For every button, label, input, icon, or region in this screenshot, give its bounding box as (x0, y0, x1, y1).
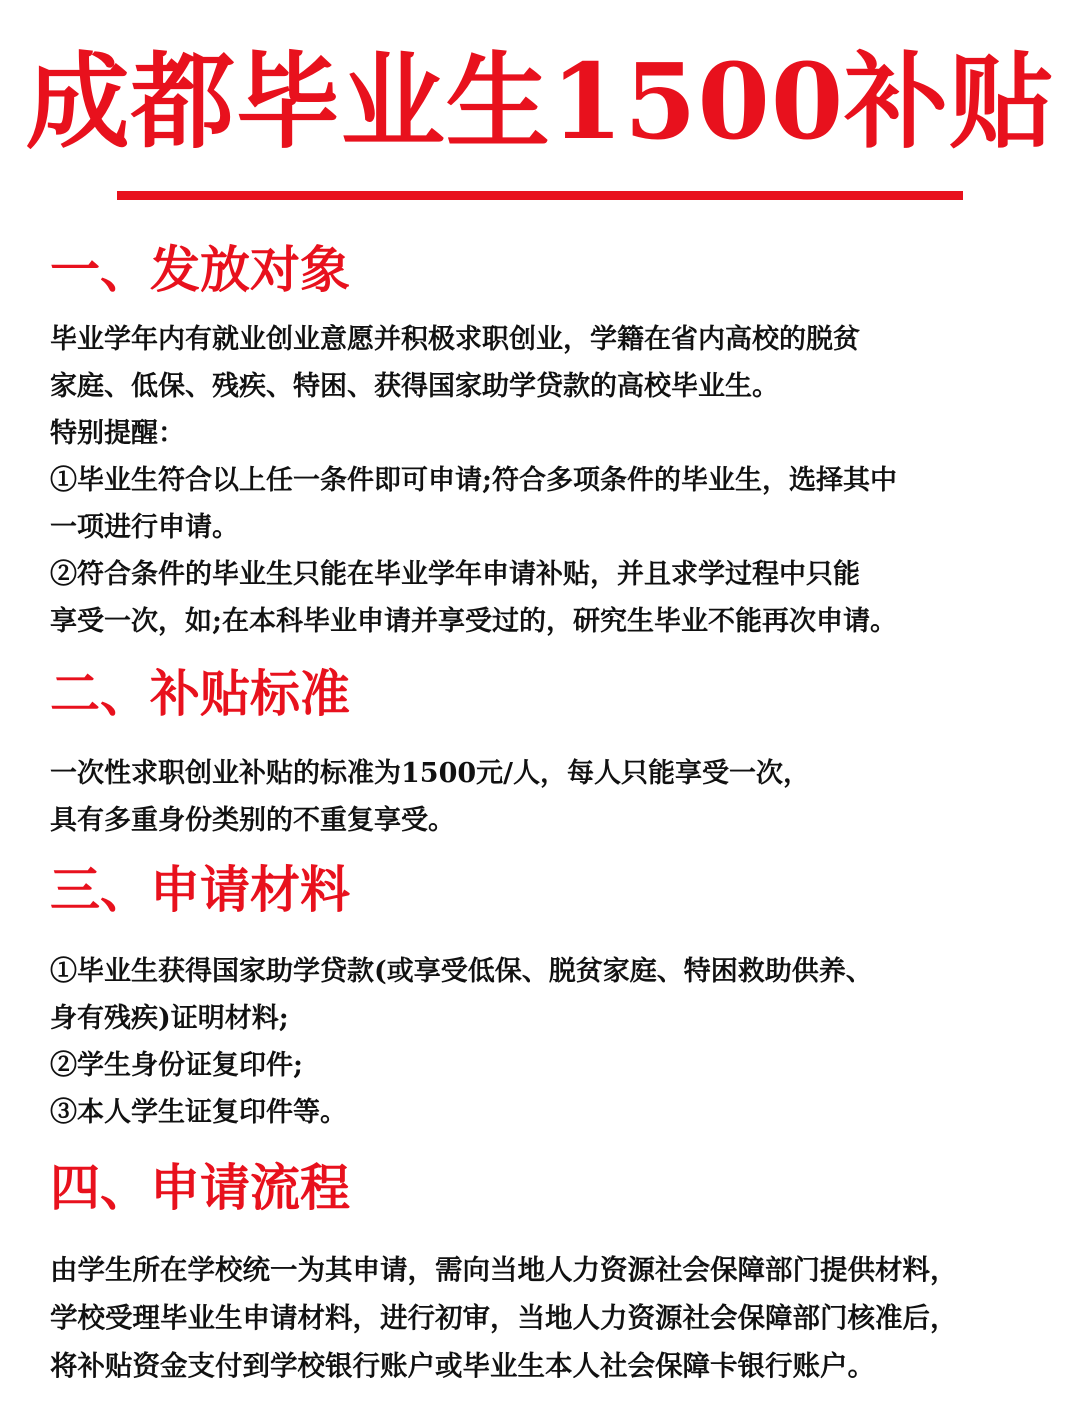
body-line: ②学生身份证复印件; (50, 1050, 303, 1081)
body-line: 享受一次，如;在本科毕业申请并享受过的，研究生毕业不能再次申请。 (50, 606, 897, 637)
body-line: ②符合条件的毕业生只能在毕业学年申请补贴，并且求学过程中只能 (50, 559, 860, 590)
section-heading-recipients: 一、发放对象 (50, 240, 350, 299)
body-line: 一次性求职创业补贴的标准为1500元/人，每人只能享受一次， (50, 758, 811, 789)
section-heading-standard: 二、补贴标准 (50, 664, 350, 723)
section-heading-process: 四、申请流程 (50, 1158, 350, 1217)
body-line: 将补贴资金支付到学校银行账户或毕业生本人社会保障卡银行账户。 (50, 1350, 875, 1382)
body-line: 由学生所在学校统一为其申请，需向当地人力资源社会保障部门提供材料， (50, 1254, 958, 1286)
body-line: 毕业学年内有就业创业意愿并积极求职创业，学籍在省内高校的脱贫 (50, 324, 860, 355)
body-line: 具有多重身份类别的不重复享受。 (50, 805, 455, 836)
section-body-standard (50, 750, 810, 844)
body-line: 学校受理毕业生申请材料，进行初审，当地人力资源社会保障部门核准后， (50, 1302, 958, 1334)
page-title: 成都毕业生1500补贴 (25, 40, 1055, 163)
body-line: 特别提醒： (50, 418, 185, 449)
section-body-process (50, 1246, 958, 1390)
body-line: ③本人学生证复印件等。 (50, 1097, 347, 1128)
section-body-materials (50, 948, 873, 1136)
title-divider (117, 191, 963, 200)
body-line: 家庭、低保、残疾、特困、获得国家助学贷款的高校毕业生。 (50, 371, 779, 402)
body-line: ①毕业生符合以上任一条件即可申请;符合多项条件的毕业生，选择其中 (50, 465, 897, 496)
section-heading-materials: 三、申请材料 (50, 860, 350, 919)
body-line: 身有残疾)证明材料; (50, 1003, 289, 1034)
body-line: ①毕业生获得国家助学贷款(或享受低保、脱贫家庭、特困救助供养、 (50, 956, 873, 987)
body-line: 一项进行申请。 (50, 512, 239, 543)
section-body-recipients (50, 316, 897, 645)
